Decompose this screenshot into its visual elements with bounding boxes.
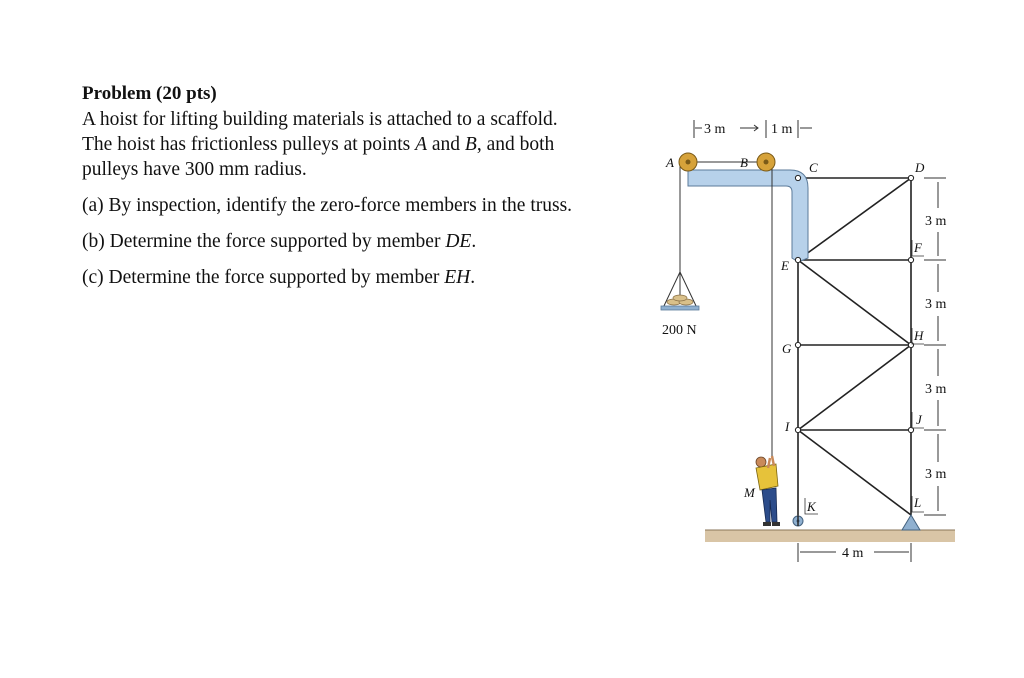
label-j: J xyxy=(916,412,922,427)
label-f: F xyxy=(914,240,922,255)
question-b-end: . xyxy=(471,231,477,252)
intro-line-1: A hoist for lifting building materials is attached to a scaffold. xyxy=(82,109,558,130)
joint-f xyxy=(908,257,913,262)
intro-line-2b: and xyxy=(427,134,465,155)
label-d: D xyxy=(915,160,925,175)
ground xyxy=(705,530,955,542)
intro-line-3: pulleys have 300 mm radius. xyxy=(82,159,307,180)
pulley-a xyxy=(679,153,697,171)
pulley-b xyxy=(757,153,775,171)
label-g: G xyxy=(782,341,792,356)
label-i: I xyxy=(785,419,790,434)
member-de-ref: DE xyxy=(445,231,472,252)
joint-c xyxy=(795,175,800,180)
point-a-ref: A xyxy=(415,134,428,155)
label-b: B xyxy=(740,155,748,170)
dim-top-right-text: 1 m xyxy=(771,122,793,137)
label-a: A xyxy=(666,155,674,170)
label-e: E xyxy=(781,258,789,273)
joint-i xyxy=(795,427,800,432)
question-b-text: (b) Determine the force supported by member xyxy=(82,231,446,252)
question-c-text: (c) Determine the force supported by member xyxy=(82,267,445,288)
support-l xyxy=(902,515,920,530)
support-k xyxy=(793,515,803,526)
load-label: 200 N xyxy=(662,323,697,338)
label-c: C xyxy=(809,160,818,175)
joint-h xyxy=(908,342,913,347)
joint-d xyxy=(908,175,913,180)
dim-right-3-text: 3 m xyxy=(925,382,947,397)
worker-figure xyxy=(756,456,780,526)
question-a: (a) By inspection, identify the zero-force members in the truss. xyxy=(82,195,573,216)
dim-right-2-text: 3 m xyxy=(925,297,947,312)
truss-members xyxy=(798,178,911,515)
dim-top-left-text: 3 m xyxy=(704,122,726,137)
joint-e xyxy=(795,257,800,262)
hoist-arm xyxy=(688,170,808,262)
label-l: L xyxy=(914,495,922,510)
joint-g xyxy=(795,342,800,347)
member-ed xyxy=(798,178,911,260)
dim-right-1-text: 3 m xyxy=(925,214,947,229)
point-b-ref: B xyxy=(464,134,477,155)
label-h: H xyxy=(914,328,924,343)
question-c-end: . xyxy=(470,267,476,288)
dim-bottom-text: 4 m xyxy=(842,546,864,561)
intro-line-2a: The hoist has frictionless pulleys at points xyxy=(82,134,416,155)
intro-line-2c: , and both xyxy=(476,134,555,155)
member-eh-ref: EH xyxy=(444,267,471,288)
member-ih xyxy=(798,345,911,430)
truss-joints xyxy=(795,175,913,432)
dim-right-4-text: 3 m xyxy=(925,467,947,482)
label-brackets xyxy=(805,240,924,514)
member-eh xyxy=(798,260,911,345)
label-m: M xyxy=(744,485,755,500)
problem-title: Problem (20 pts) xyxy=(82,83,217,104)
label-k: K xyxy=(807,499,816,514)
